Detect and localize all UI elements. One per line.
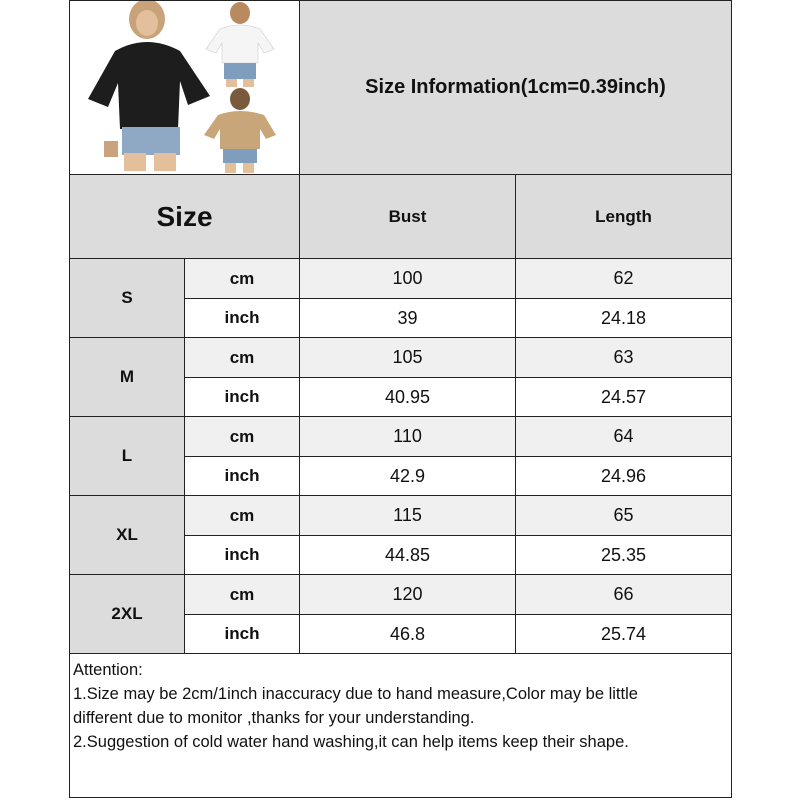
bust-inch-value: 46.8 — [300, 614, 516, 653]
length-inch-value: 25.35 — [516, 535, 731, 574]
bust-inch-value: 44.85 — [300, 535, 516, 574]
length-inch-value: 25.74 — [516, 614, 731, 653]
unit-cm: cm — [185, 258, 300, 298]
bust-column-header: Bust — [300, 174, 516, 258]
size-label-l: L — [70, 416, 185, 495]
length-cm-value: 65 — [516, 495, 731, 535]
note-line-2: different due to monitor ,thanks for your understanding. — [73, 709, 475, 727]
unit-inch: inch — [185, 535, 300, 574]
unit-inch: inch — [185, 298, 300, 337]
unit-cm: cm — [185, 337, 300, 377]
unit-cm: cm — [185, 416, 300, 456]
length-inch-value: 24.57 — [516, 377, 731, 416]
unit-inch: inch — [185, 377, 300, 416]
length-inch-value: 24.18 — [516, 298, 731, 337]
product-photo — [70, 1, 299, 174]
notes-heading: Attention: — [73, 661, 143, 679]
length-inch-value: 24.96 — [516, 456, 731, 495]
size-label-s: S — [70, 258, 185, 337]
unit-cm: cm — [185, 574, 300, 614]
bust-cm-value: 120 — [300, 574, 516, 614]
length-cm-value: 62 — [516, 258, 731, 298]
note-line-1: 1.Size may be 2cm/1inch inaccuracy due to hand measure,Color may be little — [73, 685, 638, 703]
length-cm-value: 66 — [516, 574, 731, 614]
length-column-header: Length — [516, 174, 731, 258]
length-cm-value: 63 — [516, 337, 731, 377]
size-chart-sheet — [69, 0, 732, 798]
size-column-header: Size — [70, 174, 300, 258]
size-label-xl: XL — [70, 495, 185, 574]
size-label-m: M — [70, 337, 185, 416]
bust-cm-value: 100 — [300, 258, 516, 298]
product-photo-panel — [70, 1, 300, 174]
bust-cm-value: 115 — [300, 495, 516, 535]
bust-cm-value: 105 — [300, 337, 516, 377]
attention-notes — [70, 653, 731, 797]
bust-inch-value: 39 — [300, 298, 516, 337]
bust-inch-value: 40.95 — [300, 377, 516, 416]
bust-cm-value: 110 — [300, 416, 516, 456]
size-label-2xl: 2XL — [70, 574, 185, 653]
size-info-title: Size Information(1cm=0.39inch) — [300, 1, 731, 174]
note-line-3: 2.Suggestion of cold water hand washing,it can help items keep their shape. — [73, 733, 629, 751]
unit-inch: inch — [185, 614, 300, 653]
bust-inch-value: 42.9 — [300, 456, 516, 495]
unit-cm: cm — [185, 495, 300, 535]
unit-inch: inch — [185, 456, 300, 495]
length-cm-value: 64 — [516, 416, 731, 456]
